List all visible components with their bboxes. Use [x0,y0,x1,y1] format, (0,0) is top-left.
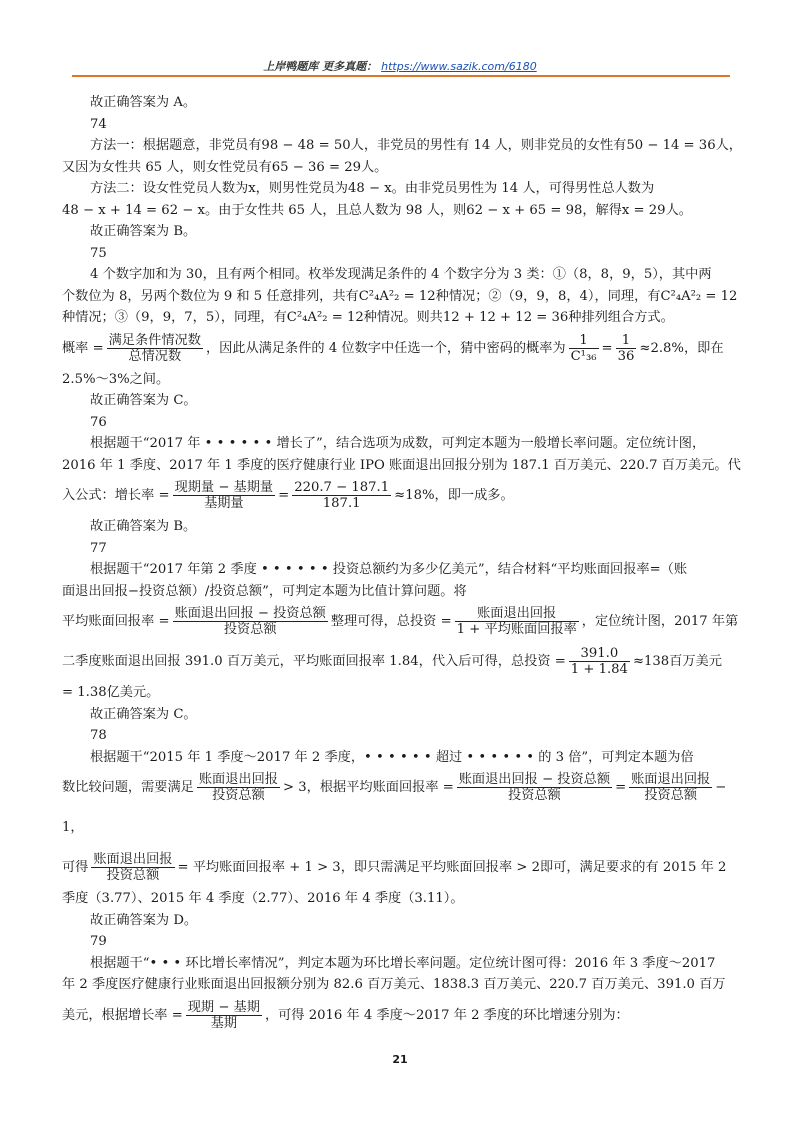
fraction [107,333,203,364]
text-fragment: ，因此从满足条件的 4 位数字中任选一个，猜中密码的概率为 [205,340,566,356]
document-body [62,92,742,1036]
fraction [457,772,612,803]
text-line: 2016 年 1 季度、2017 年 1 季度的医疗健康行业 IPO 账面退出回报分别为 187.1 百万美元、220.7 百万美元。代 [62,457,741,473]
numerator: 账面退出回报 [631,772,711,787]
question-number: 76 [90,414,107,430]
formula-line [62,996,742,1036]
fraction [186,1000,262,1031]
text-line: 方法一：根据题意，非党员有98 − 48 = 50人，非党员的男性有 14 人，则非党员的女性有50 − 14 = 36人， [90,138,742,153]
text-line: 又因为女性共 65 人，则女性党员有65 − 36 = 29人。 [62,159,388,175]
denominator: 36 [617,348,635,364]
text-line: 48 − x + 14 = 62 − x。由于女性共 65 人，且总人数为 98 人，则62 − x + 65 = 98，解得x = 29人。 [62,202,692,218]
numerator: 现期量 − 基期量 [174,480,274,495]
text-fragment: 入公式：增长率 = [62,488,170,503]
denominator: 投资总额 [644,788,698,803]
answer-line: 故正确答案为 A。 [90,95,197,110]
denominator: 1 + 平均账面回报率 [456,622,577,637]
text-line: 方法二：设女性党员人数为x，则男性党员为48 − x。由非党员男性为 14 人，可得男性总人数为 [90,181,655,196]
numerator: 账面退出回报 [198,772,278,787]
denominator: 投资总额 [223,622,277,637]
numerator: 账面退出回报 − 投资总额 [458,772,611,787]
answer-line: 故正确答案为 B。 [90,224,197,239]
question-number: 79 [90,934,107,949]
text-fragment: ≈2.8%，即在 [639,340,724,356]
text-line: 种情况；③（9，9，7，5），同理，有C²₄A²₂ = 12种情况。则共12 + 12 + 12 = 36种排列组合方式。 [62,310,674,325]
text-fragment: ，可得 2016 年 4 季度～2017 年 2 季度的环比增速分别为： [264,1007,629,1023]
text-line: 根据题干“2017 年第 2 季度 • • • • • • 投资总额约为多少亿美元”，结合材料“平均账面回报率=（账 [90,562,688,577]
fraction [91,852,174,883]
text-fragment: − 1， [62,780,727,835]
page-header [0,58,800,74]
denominator: 1 + 1.84 [570,662,628,677]
question-number: 78 [90,728,107,743]
text-fragment: = [615,780,627,795]
question-number: 75 [90,245,107,261]
text-line: 根据题干“2015 年 1 季度～2017 年 2 季度，• • • • • • 超过 • • • • • • 的 3 倍”，可判定本题为倍 [90,749,694,765]
text-fragment: > 3，根据平均账面回报率 = [283,780,454,795]
formula-line [62,329,742,369]
text-line: 2.5%～3%之间。 [62,371,170,387]
fraction [173,606,328,637]
text-line: 面退出回报−投资总额）/投资总额”，可判定本题为比值计算问题。将 [62,583,467,599]
text-fragment: 美元，根据增长率 = [62,1007,183,1023]
denominator: 基期量 [204,496,244,511]
header-link[interactable]: https://www.sazik.com/6180 [381,60,537,73]
fraction [455,606,579,637]
header-divider [72,75,730,77]
text-fragment: = 平均账面回报率 + 1 > 3，即只需满足平均账面回报率 > 2即可，满足要求的有 2015 年 2 [177,860,727,875]
question-number: 77 [90,540,107,556]
numerator: 391.0 [569,646,630,662]
denominator: 总情况数 [128,348,182,364]
text-fragment: 数比较问题，需要满足 [62,780,194,795]
text-line: = 1.38亿美元。 [62,685,160,700]
text-fragment: 可得 [62,860,89,875]
numerator: 220.7 − 187.1 [294,480,390,495]
text-fragment: = [278,488,290,503]
text-fragment: 二季度账面退出回报 391.0 百万美元，平均账面回报率 1.84，代入后可得，总投资 = [62,654,566,669]
fraction [616,333,637,364]
text-line: 年 2 季度医疗健康行业账面退出回报额分别为 82.6 百万美元、1838.3 百万美元、220.7 百万美元、391.0 百万 [62,977,726,992]
text-fragment: 整理可得，总投资 = [330,614,452,629]
formula-line [62,642,742,682]
formula-line [62,768,742,848]
denominator: 投资总额 [508,788,561,803]
numerator: 1 [616,333,637,349]
formula-line [62,848,742,888]
text-fragment: ≈138百万美元 [632,654,722,669]
text-line: 个数位为 8，另两个数位为 9 和 5 任意排列，共有C²₄A²₂ = 12种情况；②（9，9，8，4），同理，有C²₄A²₂ = 12 [62,288,738,304]
numerator: 账面退出回报 [455,606,579,622]
text-fragment: ≈18%，即一成多。 [394,488,514,503]
text-fragment: 概率 = [62,340,104,356]
text-line: 根据题干“2017 年 • • • • • • 增长了”，结合选项为成数，可判定本题为一般增长率问题。定位统计图， [90,436,706,451]
text-fragment: ，定位统计图，2017 年第 [581,614,739,629]
answer-line: 故正确答案为 D。 [90,912,198,928]
fraction [292,480,391,511]
denominator: 187.1 [322,496,361,511]
text-fragment: = [601,340,613,356]
denominator: 基期 [210,1015,238,1031]
fraction [197,772,280,803]
header-brand: 上岸鸭题库 更多真题： [263,60,378,73]
numerator: 账面退出回报 [93,852,173,867]
fraction [173,480,276,511]
question-number: 74 [90,116,107,132]
text-line: 季度（3.77）、2015 年 4 季度（2.77）、2016 年 4 季度（3.11）。 [62,891,464,906]
fraction [569,333,599,364]
fraction [629,772,712,803]
numerator: 满足条件情况数 [108,332,201,348]
text-line: 4 个数字加和为 30，且有两个相同。枚举发现满足条件的 4 个数字分为 3 类：①（8，8，9，5），其中两 [90,267,712,282]
formula-line [62,476,742,516]
text-fragment: 平均账面回报率 = [62,614,170,629]
denominator: 投资总额 [106,868,160,883]
answer-line: 故正确答案为 C。 [90,706,197,722]
denominator: 投资总额 [212,788,265,803]
page-number: 21 [392,1053,408,1066]
formula-line [62,602,742,642]
numerator: 现期 − 基期 [187,999,260,1015]
numerator: 账面退出回报 − 投资总额 [174,606,326,621]
numerator: 1 [569,333,599,349]
text-line: 根据题干“• • • 环比增长率情况”，判定本题为环比增长率问题。定位统计图可得：2016 年 3 季度～2017 [90,955,716,971]
fraction [569,646,630,677]
answer-line: 故正确答案为 B。 [90,519,197,534]
answer-line: 故正确答案为 C。 [90,393,197,408]
denominator: C¹₃₆ [570,348,597,364]
